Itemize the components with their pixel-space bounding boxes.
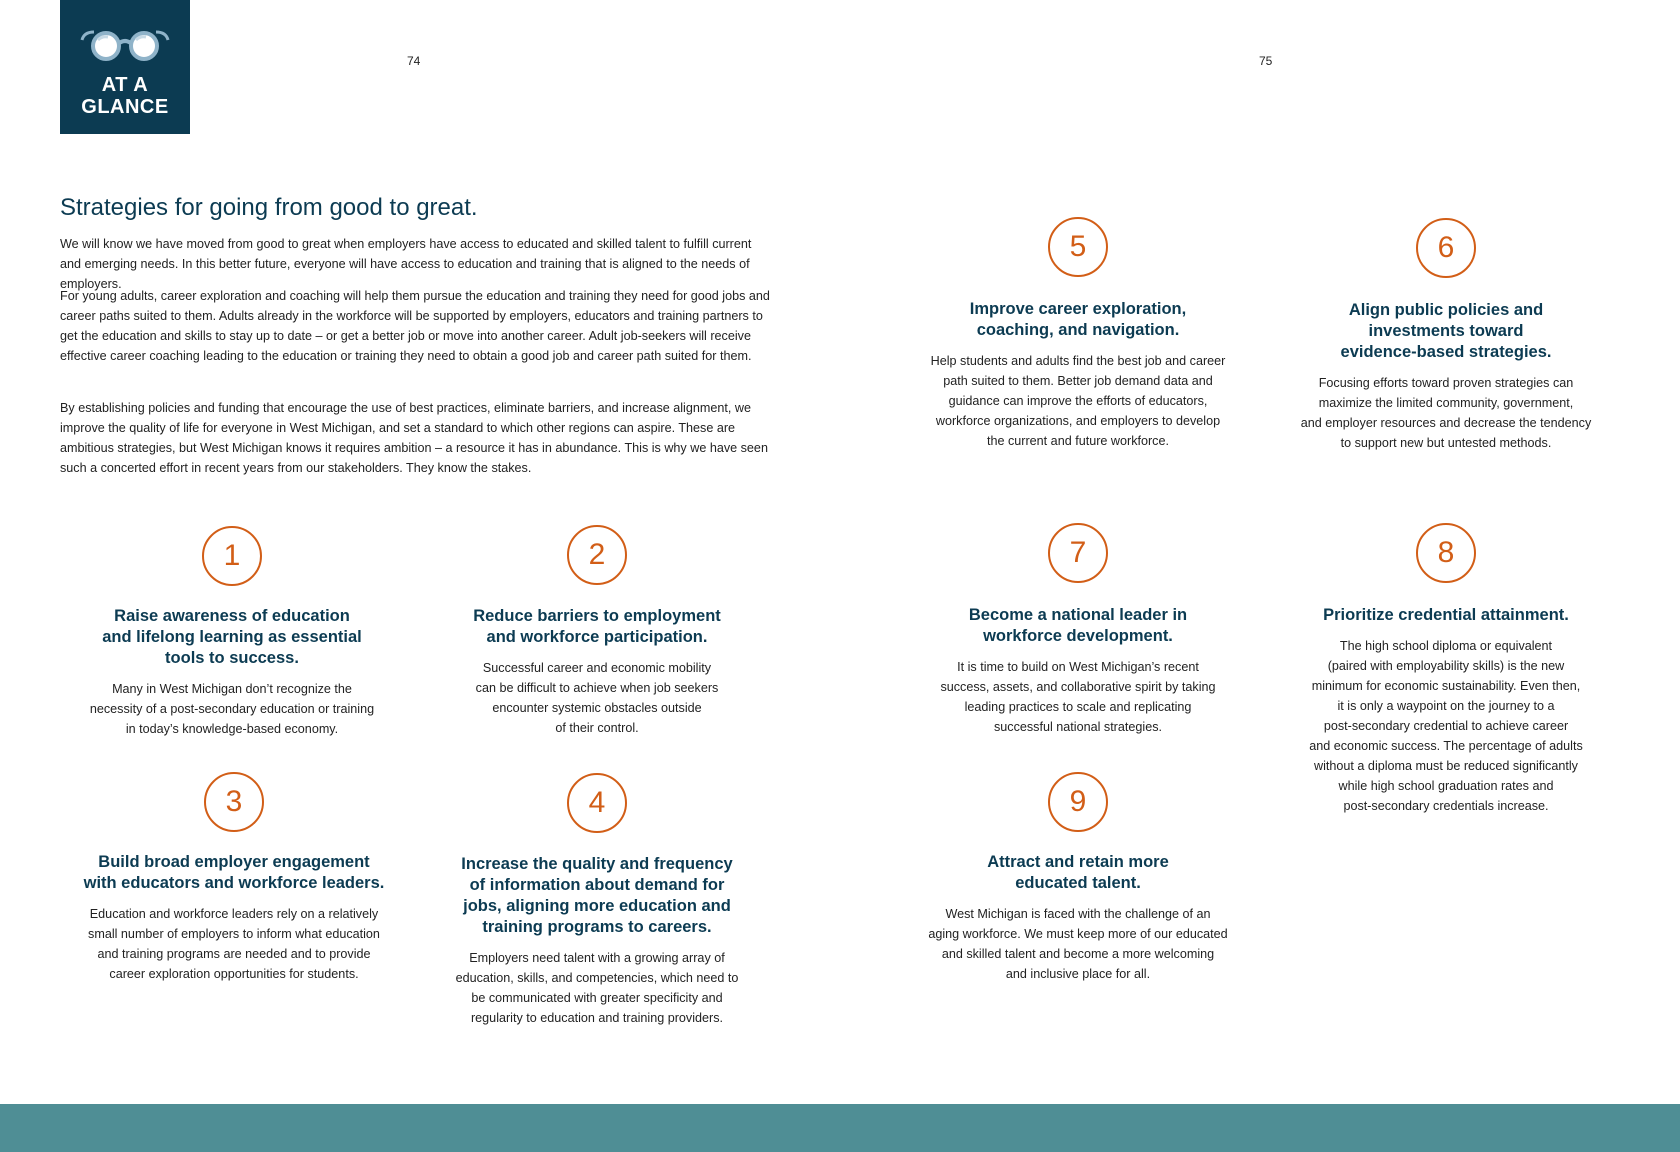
number-circle: 7: [1048, 523, 1108, 583]
glasses-icon: [80, 26, 170, 62]
strategy-title: Raise awareness of education and lifelong learning as essential tools to success.: [102, 607, 362, 667]
number-circle: 8: [1416, 523, 1476, 583]
strategy-3: [69, 772, 399, 984]
strategy-title: Reduce barriers to employment and workforce participation.: [473, 607, 721, 646]
strategy-6: [1291, 218, 1601, 453]
page-number-right: 75: [1259, 54, 1273, 68]
badge-line-2: GLANCE: [81, 96, 169, 118]
strategy-title: Prioritize credential attainment.: [1323, 606, 1569, 624]
intro-paragraph-3: By establishing policies and funding that encourage the use of best practices, eliminate barriers, and increase alignment, we improve the quality of life for everyone in West Michigan, and set a standard to which other regions can aspire. These are ambitious strategies, but West Michigan knows it requires ambition – a resource it has in abundance. This is why we have seen such a concerted effort in recent years from our stakeholders. They know the stakes.: [60, 401, 768, 475]
strategy-text: Focusing efforts toward proven strategies can maximize the limited community, government, and employer resources and decrease the tendency to support new but untested methods.: [1300, 376, 1592, 450]
strategy-text: It is time to build on West Michigan’s recent success, assets, and collaborative spirit by taking leading practices to scale and replicating successful national strategies.: [940, 660, 1216, 734]
strategy-8: [1291, 523, 1601, 816]
strategy-2: [437, 525, 757, 738]
badge-line-1: AT A: [101, 74, 149, 96]
at-a-glance-badge: [60, 0, 190, 134]
strategy-title: Build broad employer engagement with educators and workforce leaders.: [83, 853, 385, 892]
intro-paragraph-2: For young adults, career exploration and coaching will help them pursue the education and training they need for good jobs and career paths suited to them. Adults already in the workforce will be supported by employers, educators and training partners to get the education and skills to stay up to date – or get a better job or move into another career. Adult job-seekers will receive effective career coaching leading to the education or training they need to obtain a good job and career path suited for them.: [60, 289, 770, 363]
footer-band: [0, 1104, 1680, 1152]
strategy-title: Improve career exploration, coaching, and navigation.: [969, 300, 1187, 339]
strategy-text: Successful career and economic mobility can be difficult to achieve when job seekers encounter systemic obstacles outside of their control.: [475, 661, 719, 735]
number-circle: 5: [1048, 217, 1108, 277]
strategy-title: Increase the quality and frequency of information about demand for jobs, aligning more education and training programs to careers.: [461, 855, 733, 936]
strategy-title: Become a national leader in workforce development.: [968, 606, 1188, 645]
strategy-4: [432, 773, 762, 1028]
strategy-text: West Michigan is faced with the challenge of an aging workforce. We must keep more of our educated and skilled talent and become a more welcoming and inclusive place for all.: [928, 907, 1228, 981]
strategy-1: [72, 526, 392, 739]
strategy-text: Education and workforce leaders rely on a relatively small number of employers to inform what education and training programs are needed and to provide career exploration opportunities for students.: [88, 907, 380, 981]
strategy-title: Align public policies and investments toward evidence-based strategies.: [1340, 301, 1552, 361]
strategy-text: Help students and adults find the best job and career path suited to them. Better job demand data and guidance can improve the efforts of educators, workforce organizations, and employers to develop the current and future workforce.: [930, 354, 1226, 448]
strategy-text: Many in West Michigan don’t recognize the necessity of a post-secondary education or training in today’s knowledge-based economy.: [89, 682, 375, 736]
strategy-5: [918, 217, 1238, 451]
page-title: Strategies for going from good to great.: [60, 194, 478, 221]
number-circle: 6: [1416, 218, 1476, 278]
number-circle: 4: [567, 773, 627, 833]
strategy-text: Employers need talent with a growing array of education, skills, and competencies, which need to be communicated with greater specificity and regularity to education and training providers.: [455, 951, 739, 1025]
strategy-7: [918, 523, 1238, 737]
number-circle: 9: [1048, 772, 1108, 832]
number-circle: 3: [204, 772, 264, 832]
strategy-text: The high school diploma or equivalent (paired with employability skills) is the new minimum for economic sustainability. Even then, it is only a waypoint on the journey to a post-secondary credential to achieve career and economic success. The percentage of adults without a diploma must be reduced significantly while high school graduation rates and post-secondary credentials increase.: [1309, 639, 1583, 813]
number-circle: 1: [202, 526, 262, 586]
number-circle: 2: [567, 525, 627, 585]
strategy-9: [918, 772, 1238, 984]
page-number-left: 74: [407, 54, 421, 68]
strategy-title: Attract and retain more educated talent.: [987, 853, 1169, 892]
intro-paragraph-1: We will know we have moved from good to great when employers have access to educated and skilled talent to fulfill current and emerging needs. In this better future, everyone will have access to education and training that is aligned to the needs of employers.: [60, 237, 752, 291]
